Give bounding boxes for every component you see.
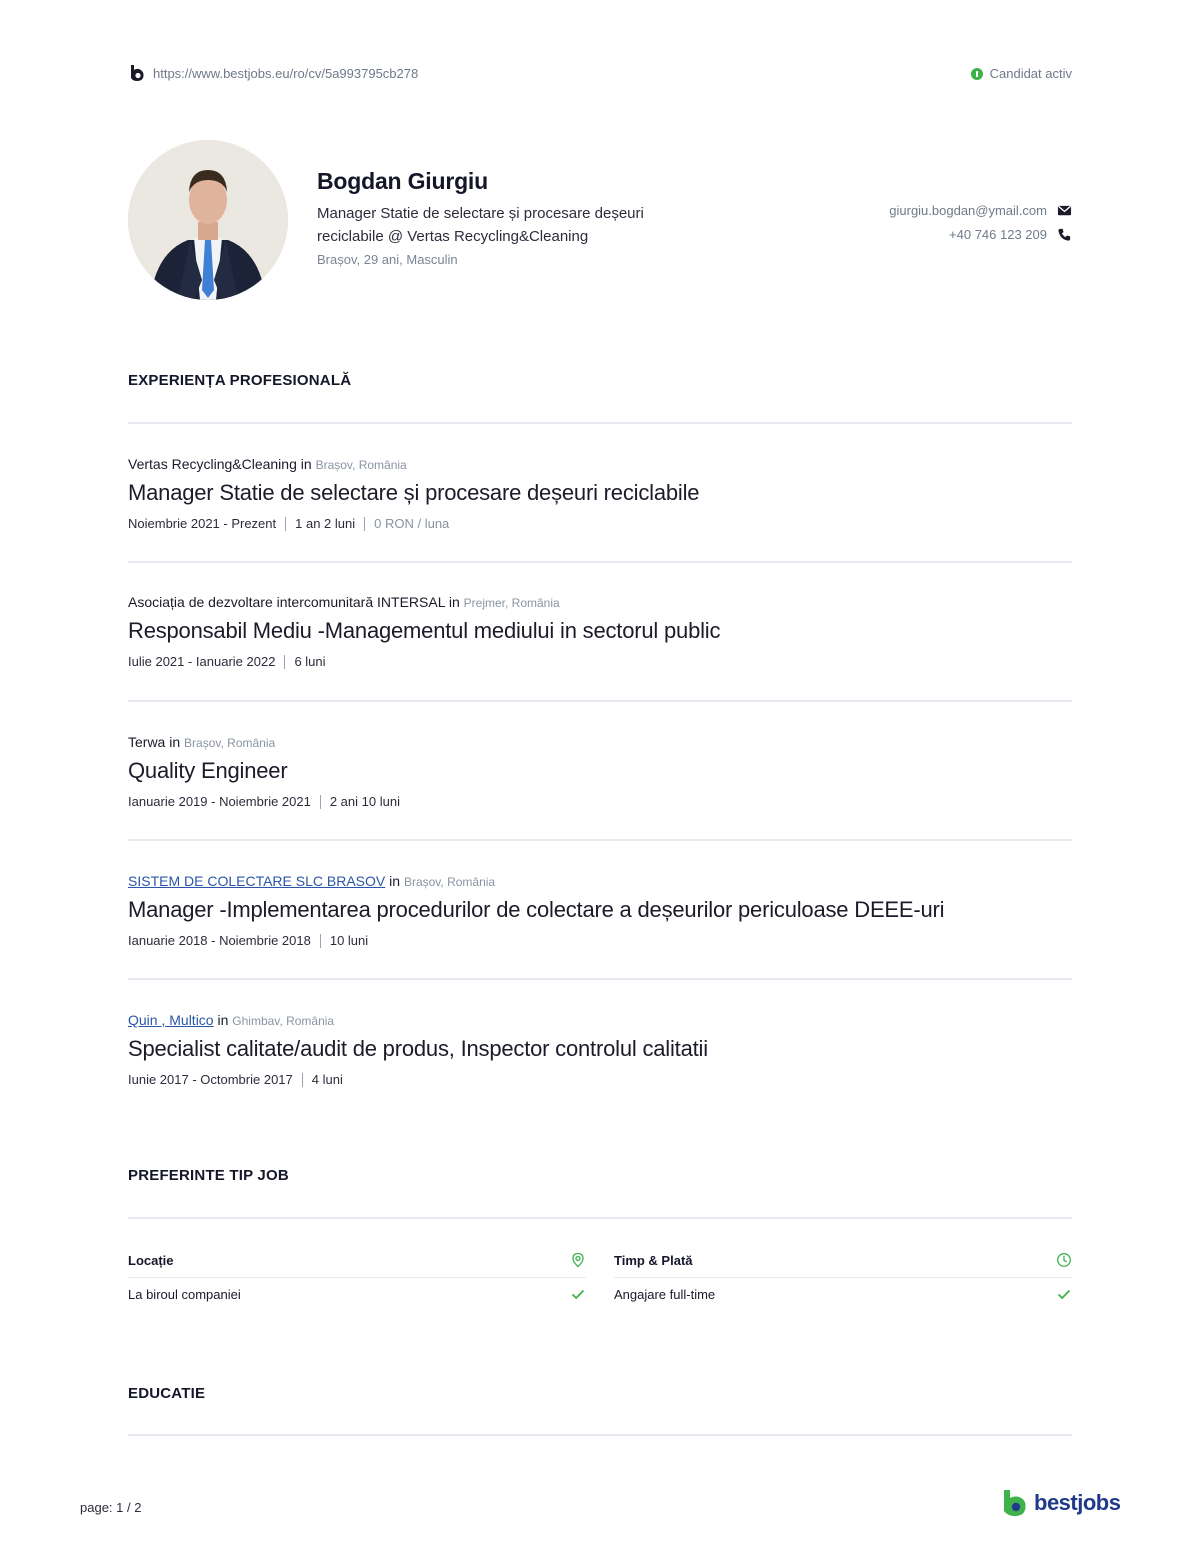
experience-item (128, 734, 1072, 809)
experience-item (128, 594, 1072, 669)
section-divider (128, 1434, 1072, 1436)
item-divider (128, 839, 1072, 841)
top-bar (128, 64, 1072, 84)
divider (285, 517, 286, 531)
info-icon (971, 68, 983, 80)
section-title-education: EDUCATIE (128, 1385, 206, 1402)
company-link[interactable]: Quin , Multico (128, 1012, 214, 1028)
job-period: Iulie 2021 - Ianuarie 2022 (128, 654, 276, 669)
in-label: in (300, 456, 312, 472)
job-duration: 2 ani 10 luni (329, 794, 400, 809)
section-divider (128, 1217, 1072, 1219)
email-link[interactable]: giurgiu.bogdan@ymail.com (889, 202, 1047, 218)
location-pin-icon (570, 1252, 586, 1268)
phone-row[interactable] (889, 222, 1072, 246)
preference-value: Angajare full-time (614, 1286, 716, 1302)
page-number: page: 1 / 2 (80, 1500, 142, 1515)
experience-company-line (128, 873, 1072, 889)
company-name: Terwa (128, 734, 166, 750)
experience-item (128, 1012, 1072, 1087)
envelope-icon (1057, 203, 1072, 218)
preference-divider (614, 1277, 1072, 1278)
company-location: Brașov, România (403, 875, 496, 889)
in-label: in (448, 594, 460, 610)
check-icon (1056, 1286, 1072, 1302)
item-divider (128, 700, 1072, 702)
preference-value-row (614, 1283, 1072, 1305)
job-meta (128, 516, 1072, 531)
phone-icon (1057, 227, 1072, 242)
preference-location (128, 1249, 586, 1305)
company-name: Asociația de dezvoltare intercomunitară INTERSAL (128, 594, 445, 610)
job-meta (128, 794, 1072, 809)
in-label: in (217, 1012, 229, 1028)
company-location: Ghimbav, România (232, 1014, 335, 1028)
bestjobs-logo-icon (128, 64, 146, 82)
preference-label: Timp & Plată (614, 1252, 693, 1268)
in-label: in (389, 873, 401, 889)
divider (364, 517, 365, 531)
bestjobs-logo (1000, 1488, 1120, 1518)
job-title: Quality Engineer (128, 758, 288, 783)
status-label: Candidat activ (989, 66, 1072, 81)
check-icon (570, 1286, 586, 1302)
section-divider (128, 422, 1072, 424)
job-duration: 6 luni (294, 654, 326, 669)
candidate-headline: Manager Statie de selectare și procesare deșeuri reciclabile @ Vertas Recycling&Cleaning (317, 205, 644, 245)
preference-divider (128, 1277, 586, 1278)
experience-company-line (128, 594, 1072, 610)
experience-company-line (128, 456, 1072, 472)
experience-company-line (128, 1012, 1072, 1028)
preference-time (614, 1249, 1072, 1305)
candidate-name: Bogdan Giurgiu (317, 168, 488, 194)
brand-wordmark: bestjobs (1034, 1490, 1121, 1515)
company-location: Brașov, România (184, 736, 276, 750)
section-title-experience: EXPERIENȚA PROFESIONALĂ (128, 372, 352, 389)
profile-url-link[interactable]: https://www.bestjobs.eu/ro/cv/5a993795cb278 (153, 66, 419, 81)
avatar (128, 140, 288, 300)
job-period: Ianuarie 2018 - Noiembrie 2018 (128, 933, 311, 948)
preference-value: La biroul companiei (128, 1286, 241, 1302)
job-meta (128, 654, 1072, 669)
job-meta (128, 933, 1072, 948)
profile-photo (128, 140, 288, 300)
preference-label: Locație (128, 1252, 174, 1268)
candidate-status (971, 66, 1072, 81)
item-divider (128, 561, 1072, 563)
company-name: Vertas Recycling&Cleaning (128, 456, 297, 472)
item-divider (128, 978, 1072, 980)
experience-item (128, 456, 1072, 531)
bestjobs-logo-icon (1000, 1488, 1030, 1518)
phone-link[interactable]: +40 746 123 209 (949, 226, 1047, 242)
job-title: Specialist calitate/audit de produs, Inspector controlul calitatii (128, 1036, 708, 1061)
contact-block (889, 198, 1072, 246)
job-duration: 4 luni (311, 1072, 343, 1087)
job-salary: 0 RON / luna (374, 516, 450, 531)
in-label: in (169, 734, 181, 750)
divider (320, 934, 321, 948)
preference-header (128, 1249, 586, 1271)
divider (320, 795, 321, 809)
company-location: Prejmer, România (463, 596, 560, 610)
job-period: Iunie 2017 - Octombrie 2017 (128, 1072, 293, 1087)
divider (284, 655, 285, 669)
experience-item (128, 873, 1072, 948)
job-duration: 10 luni (329, 933, 369, 948)
experience-company-line (128, 734, 1072, 750)
clock-icon (1056, 1252, 1072, 1268)
job-period: Noiembrie 2021 - Prezent (128, 516, 277, 531)
job-title: Manager -Implementarea procedurilor de colectare a deșeurilor periculoase DEEE-uri (128, 897, 945, 922)
divider (302, 1073, 303, 1087)
job-title: Manager Statie de selectare și procesare deșeuri reciclabile (128, 480, 700, 505)
company-location: Brașov, România (315, 458, 407, 472)
job-duration: 1 an 2 luni (295, 516, 356, 531)
preference-header (614, 1249, 1072, 1271)
preference-value-row (128, 1283, 586, 1305)
candidate-meta: Brașov, 29 ani, Masculin (317, 252, 458, 267)
job-meta (128, 1072, 1072, 1087)
job-period: Ianuarie 2019 - Noiembrie 2021 (128, 794, 311, 809)
email-row[interactable] (889, 198, 1072, 222)
section-title-preferences: PREFERINTE TIP JOB (128, 1167, 289, 1184)
company-link[interactable]: SISTEM DE COLECTARE SLC BRASOV (128, 873, 386, 889)
job-title: Responsabil Mediu -Managementul mediului in sectorul public (128, 618, 721, 643)
